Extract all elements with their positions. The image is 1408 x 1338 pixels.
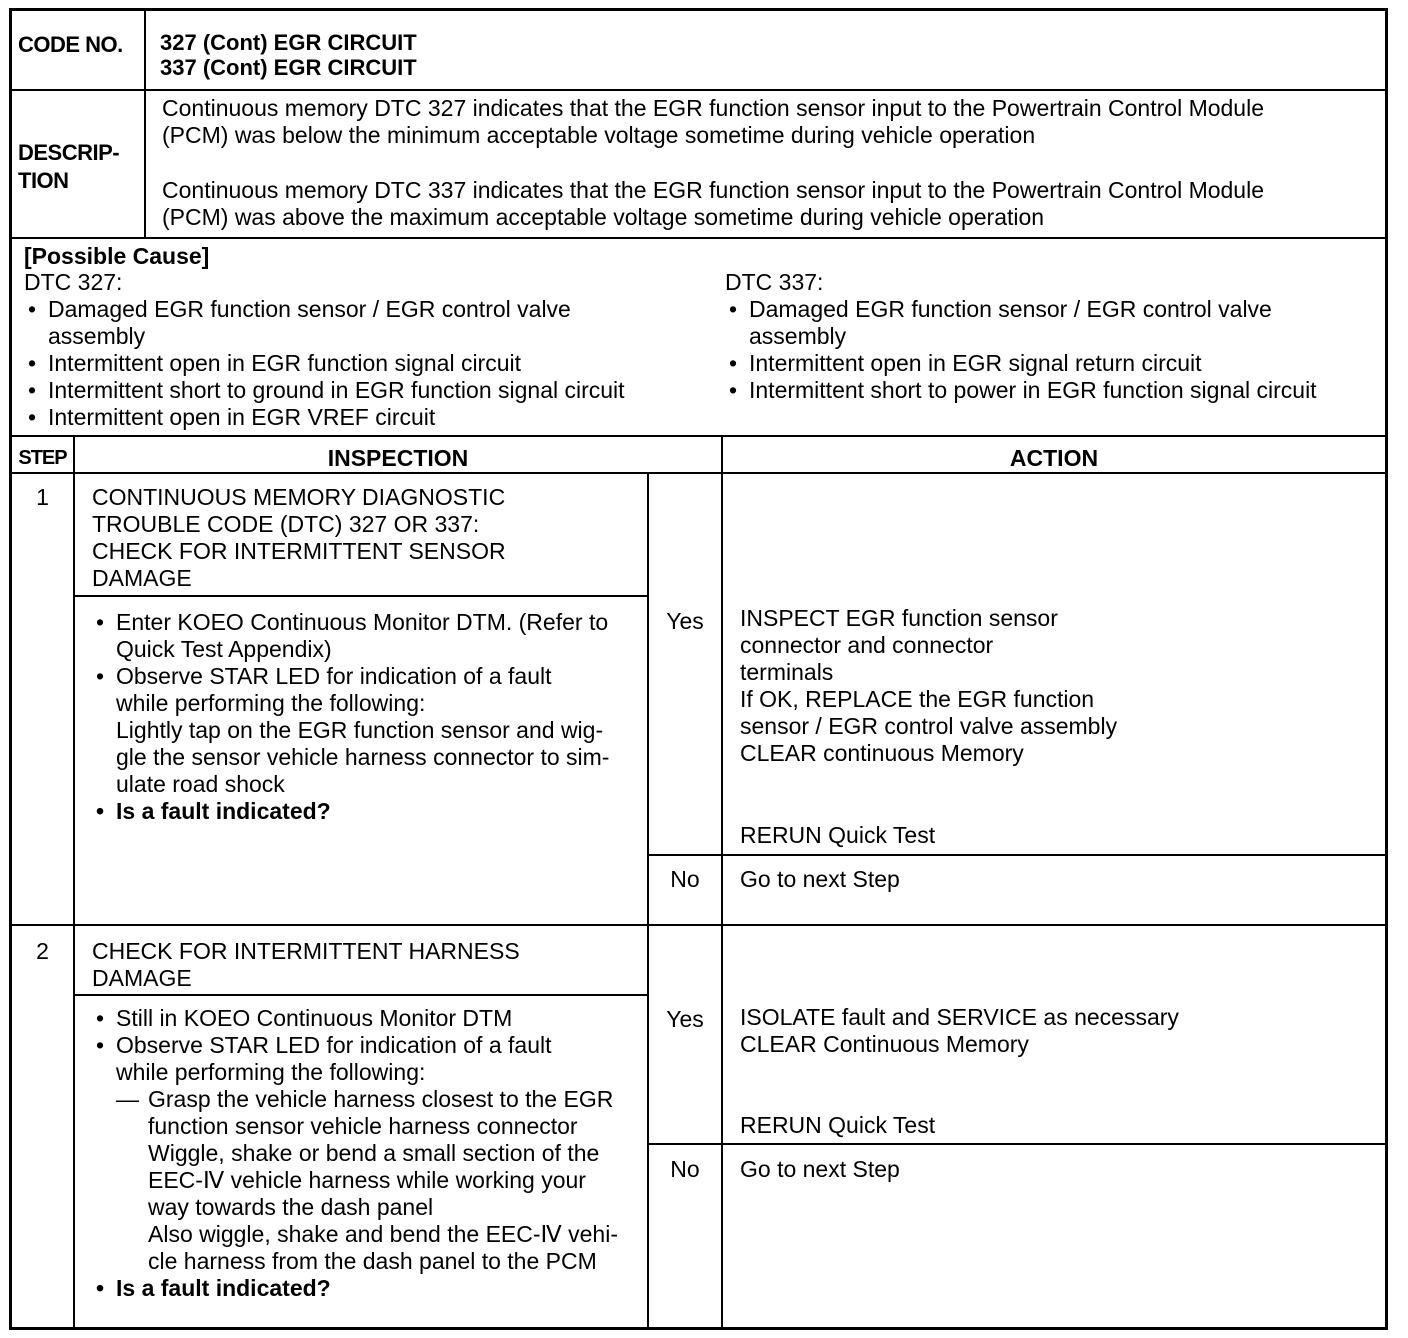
step-1-yes-action-3: terminals bbox=[740, 659, 834, 685]
list-item: • Intermittent short to power in EGR function signal circuit bbox=[725, 377, 1317, 404]
description-para2-line2: (PCM) was above the maximum acceptable voltage sometime during vehicle operation bbox=[162, 204, 1045, 230]
divider bbox=[12, 435, 1385, 437]
step-2-title-divider bbox=[75, 994, 647, 996]
step-1-title-line2: TROUBLE CODE (DTC) 327 OR 337: bbox=[92, 511, 480, 537]
dtc-327-cause-list bbox=[24, 296, 625, 431]
divider bbox=[12, 237, 1385, 239]
step-1-title-line1: CONTINUOUS MEMORY DIAGNOSTIC bbox=[92, 484, 506, 510]
step-1-yes-action-1: INSPECT EGR function sensor bbox=[740, 605, 1058, 631]
description-label-1: DESCRIP- bbox=[18, 140, 120, 165]
step-number: 2 bbox=[36, 938, 49, 964]
yes-label: Yes bbox=[666, 608, 704, 634]
dtc-337-cause-list bbox=[725, 296, 1317, 404]
action-column-divider bbox=[721, 435, 723, 1330]
step-1-procedure-list bbox=[92, 609, 609, 825]
code-label: CODE NO. bbox=[18, 32, 123, 57]
step-2-yes-no-divider bbox=[649, 1143, 1385, 1145]
sub-item: — Grasp the vehicle harness closest to the EGR function sensor vehicle harness connector Wiggle, shake or bend a small section of the EEC-Ⅳ vehicle harness while working your way towards the dash panel Also wiggle, shake and bend the EEC-Ⅳ vehi- cle harness from the dash panel to the PCM bbox=[116, 1086, 618, 1275]
inspection-header: INSPECTION bbox=[327, 445, 469, 471]
step-header: STEP bbox=[18, 447, 67, 469]
step-1-yes-action-6: CLEAR continuous Memory bbox=[740, 740, 1024, 766]
list-item: • Still in KOEO Continuous Monitor DTM bbox=[92, 1005, 618, 1032]
diagnostic-sheet bbox=[9, 8, 1388, 1330]
action-header: ACTION bbox=[1009, 445, 1099, 471]
list-item: • Observe STAR LED for indication of a fault while performing the following: Lightly tap on the EGR function sensor and wig- gle the sensor vehicle harness connector to sim- ulate road shock bbox=[92, 663, 609, 798]
list-item: • Intermittent short to ground in EGR function signal circuit bbox=[24, 377, 625, 404]
possible-cause-title: [Possible Cause] bbox=[24, 243, 210, 269]
list-item: • Enter KOEO Continuous Monitor DTM. (Refer to Quick Test Appendix) bbox=[92, 609, 609, 663]
list-item: • Damaged EGR function sensor / EGR control valve assembly bbox=[725, 296, 1317, 350]
step-2-yesno-divider bbox=[647, 926, 649, 1330]
divider bbox=[12, 472, 1385, 474]
divider bbox=[12, 89, 1385, 91]
code-title-2: 337 (Cont) EGR CIRCUIT bbox=[160, 55, 417, 80]
yes-label: Yes bbox=[666, 1006, 704, 1032]
step-1-no-action: Go to next Step bbox=[740, 866, 900, 892]
step-1-yes-action-5: sensor / EGR control valve assembly bbox=[740, 713, 1118, 739]
step-2-no-action: Go to next Step bbox=[740, 1156, 900, 1182]
step-1-title-line3: CHECK FOR INTERMITTENT SENSOR bbox=[92, 538, 506, 564]
list-item: • Is a fault indicated? bbox=[92, 798, 609, 825]
step-1-yes-action-2: connector and connector bbox=[740, 632, 994, 658]
step-1-yes-no-divider bbox=[649, 854, 1385, 856]
step-1-yes-action-4: If OK, REPLACE the EGR function bbox=[740, 686, 1095, 712]
no-label: No bbox=[670, 1156, 700, 1182]
step-1-yesno-divider bbox=[647, 472, 649, 924]
step-1-title-divider bbox=[75, 595, 647, 597]
step-number: 1 bbox=[36, 484, 49, 510]
step-2-yes-action-1: ISOLATE fault and SERVICE as necessary bbox=[740, 1004, 1179, 1030]
list-item: • Intermittent open in EGR signal return circuit bbox=[725, 350, 1317, 377]
dtc-337-title: DTC 337: bbox=[725, 269, 824, 295]
step-1-title-line4: DAMAGE bbox=[92, 565, 192, 591]
dtc-327-title: DTC 327: bbox=[24, 269, 123, 295]
step-2-rerun: RERUN Quick Test bbox=[740, 1112, 936, 1138]
divider bbox=[12, 924, 1385, 926]
step-2-procedure-list bbox=[92, 1005, 618, 1302]
list-item: • Damaged EGR function sensor / EGR control valve assembly bbox=[24, 296, 625, 350]
description-para1-line1: Continuous memory DTC 327 indicates that the EGR function sensor input to the Powertrain Control Module bbox=[162, 95, 1265, 121]
description-label-2: TION bbox=[18, 168, 69, 193]
no-label: No bbox=[670, 866, 700, 892]
step-column-divider bbox=[73, 435, 75, 1330]
header-divider bbox=[144, 11, 146, 239]
step-2-yes-action-2: CLEAR Continuous Memory bbox=[740, 1031, 1029, 1057]
step-2-title-line2: DAMAGE bbox=[92, 965, 192, 991]
list-item: • Observe STAR LED for indication of a fault while performing the following: — Grasp the vehicle harness closest to the EGR function sensor vehicle harness connector Wiggle, shake or bend a small section of the EEC-Ⅳ vehicle harness while working your way towards the dash panel Also wiggle, shake and bend the EEC-Ⅳ vehi- cle harness from the dash panel to the PCM bbox=[92, 1032, 618, 1275]
list-item: • Intermittent open in EGR function signal circuit bbox=[24, 350, 625, 377]
step-2-title-line1: CHECK FOR INTERMITTENT HARNESS bbox=[92, 938, 520, 964]
list-item: • Is a fault indicated? bbox=[92, 1275, 618, 1302]
list-item: • Intermittent open in EGR VREF circuit bbox=[24, 404, 625, 431]
description-para1-line2: (PCM) was below the minimum acceptable voltage sometime during vehicle operation bbox=[162, 122, 1036, 148]
code-title-1: 327 (Cont) EGR CIRCUIT bbox=[160, 30, 417, 55]
description-para2-line1: Continuous memory DTC 337 indicates that the EGR function sensor input to the Powertrain Control Module bbox=[162, 177, 1265, 203]
step-1-rerun: RERUN Quick Test bbox=[740, 822, 936, 848]
